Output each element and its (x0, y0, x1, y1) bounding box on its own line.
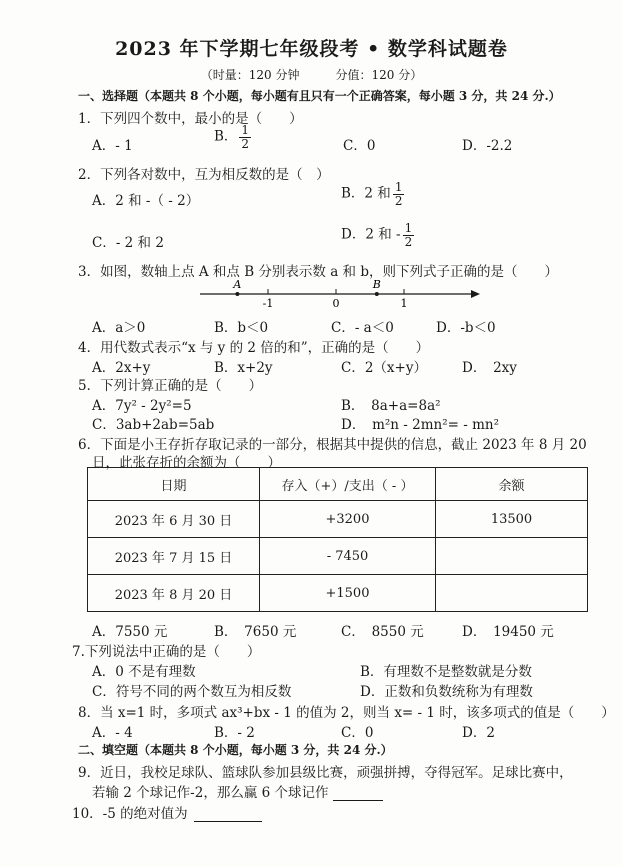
q6-option-c: C． 8550 元 (341, 624, 424, 640)
q1-option-b-numerator: 1 (241, 123, 250, 137)
table-row (88, 538, 588, 575)
q10-line (72, 802, 262, 822)
q7-option-c: C．符号不同的两个数互为相反数 (92, 684, 292, 700)
exam-title: 2023 年下学期七年级段考 • 数学科试题卷 (115, 38, 508, 60)
table-cell-balance: 13500 (436, 501, 588, 538)
q2-option-d (341, 222, 416, 248)
q2-option-d-fraction (403, 222, 415, 248)
table-cell-amount: - 7450 (260, 538, 436, 575)
q3-option-d: D．-b＜0 (436, 320, 496, 336)
q1-option-b-fraction (239, 124, 251, 150)
q3-stem: 3．如图，数轴上点 A 和点 B 分别表示数 a 和 b，则下列式子正确的是（ ） (78, 264, 558, 280)
q4-option-d: D． 2xy (462, 360, 517, 376)
q4-option-a: A．2x+y (92, 360, 151, 376)
q6-stem-line2: 日，此张存折的余额为（ ） (92, 455, 281, 471)
q5-option-d: D． m²n - 2mn²= - mn² (341, 417, 499, 433)
passbook-table (87, 467, 588, 612)
table-cell-date: 2023 年 7 月 15 日 (88, 538, 260, 575)
number-line-arrow (471, 290, 480, 298)
table-row (88, 501, 588, 538)
q1-stem: 1．下列四个数中，最小的是（ ） (78, 111, 303, 127)
table-header-amount: 存入（+）/支出（ - ） (260, 468, 436, 501)
point-a-label: A (233, 280, 242, 291)
q8-option-b: B．- 2 (214, 725, 255, 741)
q1-option-b-prefix: B． (214, 128, 238, 145)
point-b-label: B (372, 280, 381, 291)
q7-option-b: B．有理数不是整数就是分数 (360, 664, 532, 680)
section1-heading: 一、选择题（本题共 8 个小题，每小题有且只有一个正确答案，每小题 3 分，共 24 分.） (78, 89, 561, 103)
table-cell-date: 2023 年 6 月 30 日 (88, 501, 260, 538)
q3-option-a: A．a＞0 (92, 320, 146, 336)
tick-one-label: 1 (400, 297, 408, 310)
q8-stem: 8．当 x=1 时，多项式 ax³+bx - 1 的值为 2，则当 x= - 1 时，该多项式的值是（ ） (78, 705, 615, 721)
q7-stem: 7.下列说法中正确的是（ ） (72, 644, 261, 660)
q5-option-c: C．3ab+2ab=5ab (92, 417, 215, 433)
point-a-dot (235, 292, 239, 296)
q8-option-a: A．- 4 (92, 725, 133, 741)
exam-subtitle: （时量：120 分钟 分值：120 分） (200, 68, 423, 82)
point-b-dot (375, 292, 379, 296)
q1-option-b-denominator: 2 (241, 136, 250, 151)
q6-option-a: A．7550 元 (92, 624, 168, 640)
q5-stem: 5．下列计算正确的是（ ） (78, 378, 263, 394)
q8-option-c: C．0 (341, 725, 374, 741)
q2-option-b-denominator: 2 (394, 193, 403, 208)
section2-heading: 二、填空题（本题共 8 个小题，每小题 3 分，共 24 分.） (78, 743, 393, 757)
q1-option-c: C．0 (343, 138, 376, 154)
q7-option-d: D．正数和负数统称为有理数 (360, 684, 533, 700)
q3-option-c: C．- a＜0 (331, 320, 394, 336)
q4-option-c: C．2（x+y） (341, 360, 427, 376)
q1-option-d: D．-2.2 (462, 138, 513, 154)
q4-option-b: B．x+2y (214, 360, 273, 376)
q2-option-b-prefix: B．2 和 (341, 185, 391, 202)
q2-option-b-numerator: 1 (394, 180, 403, 194)
q10-answer-blank[interactable] (194, 807, 262, 822)
q10-stem: 10．-5 的绝对值为 (72, 806, 188, 822)
q9-line2 (92, 781, 383, 801)
q6-option-b: B． 7650 元 (214, 624, 297, 640)
q2-option-d-numerator: 1 (404, 221, 413, 235)
q7-option-a: A．0 不是有理数 (92, 664, 196, 680)
q9-answer-blank[interactable] (333, 786, 383, 801)
q2-option-c: C．- 2 和 2 (92, 235, 164, 251)
q8-option-d: D．2 (462, 725, 495, 741)
q5-option-b: B． 8a+a=8a² (341, 398, 441, 414)
q2-option-b-fraction (393, 181, 405, 207)
q6-stem-line1: 6．下面是小王存折存取记录的一部分，根据其中提供的信息，截止 2023 年 8 月 20 (78, 437, 587, 453)
table-header-balance: 余额 (436, 468, 588, 501)
tick-minus-one-label: -1 (262, 297, 274, 310)
q5-option-a: A．7y² - 2y²=5 (92, 398, 192, 414)
table-cell-date: 2023 年 8 月 20 日 (88, 575, 260, 612)
table-cell-balance (436, 575, 588, 612)
q2-option-d-prefix: D．2 和 - (341, 226, 401, 243)
table-row (88, 575, 588, 612)
q9-line1: 9．近日，我校足球队、篮球队参加县级比赛，顽强拼搏，夺得冠军。足球比赛中， (78, 765, 573, 781)
table-cell-amount: +3200 (260, 501, 436, 538)
q1-option-b (214, 124, 253, 150)
q2-option-a: A．2 和 -（ - 2） (92, 193, 200, 209)
q6-option-d: D． 19450 元 (462, 624, 554, 640)
number-line (195, 280, 485, 310)
table-header-date: 日期 (88, 468, 260, 501)
table-cell-amount: +1500 (260, 575, 436, 612)
q9-line2-text: 若输 2 个球记作-2，那么赢 6 个球记作 (92, 785, 329, 801)
q2-option-d-denominator: 2 (404, 234, 413, 249)
q2-stem: 2．下列各对数中，互为相反数的是（ ） (78, 167, 330, 183)
table-cell-balance (436, 538, 588, 575)
table-header-row (88, 468, 588, 501)
q3-option-b: B．b＜0 (214, 320, 269, 336)
q2-option-b (341, 181, 406, 207)
q1-option-a: A．- 1 (92, 138, 133, 154)
q4-stem: 4．用代数式表示“x 与 y 的 2 倍的和”，正确的是（ ） (78, 340, 430, 356)
tick-zero-label: 0 (332, 297, 340, 310)
